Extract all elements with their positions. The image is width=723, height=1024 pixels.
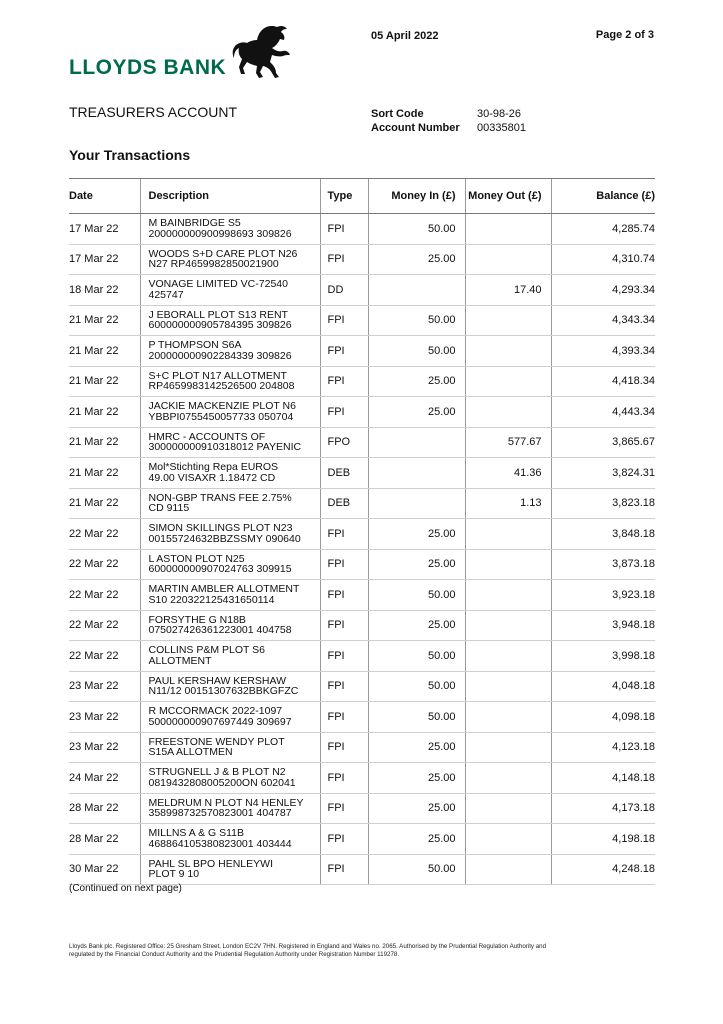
column-header-type: Type	[320, 179, 368, 214]
balance-cell: 4,098.18	[551, 702, 655, 733]
bank-name: LLOYDS BANK	[69, 56, 227, 79]
description-cell	[140, 244, 320, 275]
money-out-cell	[465, 763, 551, 794]
date-cell: 21 Mar 22	[69, 427, 140, 458]
description-line: FREESTONE WENDY PLOT	[148, 735, 285, 748]
money-out-cell	[465, 580, 551, 611]
money-out-cell	[465, 702, 551, 733]
balance-cell: 4,123.18	[551, 732, 655, 763]
description-cell	[140, 488, 320, 519]
description-cell	[140, 305, 320, 336]
description-cell	[140, 824, 320, 855]
description-line: RP4659983142526500 204808	[148, 380, 295, 393]
money-in-cell: 50.00	[368, 671, 465, 702]
description-line: ALLOTMENT	[148, 654, 212, 667]
description-line: PAUL KERSHAW KERSHAW	[148, 674, 286, 687]
description-line: 200000000902284339 309826	[148, 349, 292, 362]
description-line: 200000000900998693 309826	[148, 227, 292, 240]
table-row	[69, 336, 655, 367]
description-line: S+C PLOT N17 ALLOTMENT	[148, 369, 287, 382]
money-out-cell: 41.36	[465, 458, 551, 489]
money-out-cell	[465, 305, 551, 336]
date-cell: 28 Mar 22	[69, 793, 140, 824]
description-line: MELDRUM N PLOT N4 HENLEY	[148, 796, 304, 809]
description-line: MILLNS A & G S11B	[148, 827, 245, 840]
table-row	[69, 793, 655, 824]
table-row	[69, 824, 655, 855]
account-number-label: Account Number	[371, 122, 460, 134]
description-cell	[140, 519, 320, 550]
type-cell: FPI	[320, 580, 368, 611]
description-line: N27 RP4659982850021900	[148, 258, 279, 271]
description-cell	[140, 793, 320, 824]
date-cell: 21 Mar 22	[69, 397, 140, 428]
balance-cell: 4,285.74	[551, 214, 655, 245]
money-in-cell: 50.00	[368, 305, 465, 336]
account-number-row	[371, 121, 526, 135]
description-line: L ASTON PLOT N25	[148, 552, 245, 565]
description-line: 00155724632BBZSSMY 090640	[148, 532, 301, 545]
description-line: CD 9115	[148, 502, 190, 515]
money-in-cell	[368, 427, 465, 458]
date-cell: 28 Mar 22	[69, 824, 140, 855]
type-cell: FPI	[320, 549, 368, 580]
balance-cell: 4,418.34	[551, 366, 655, 397]
table-row	[69, 763, 655, 794]
money-in-cell: 50.00	[368, 214, 465, 245]
balance-cell: 4,393.34	[551, 336, 655, 367]
money-in-cell	[368, 458, 465, 489]
description-cell	[140, 214, 320, 245]
description-line: 468864105380823001 403444	[148, 837, 292, 850]
date-cell: 23 Mar 22	[69, 732, 140, 763]
type-cell: FPI	[320, 214, 368, 245]
money-in-cell: 25.00	[368, 397, 465, 428]
date-cell: 21 Mar 22	[69, 488, 140, 519]
description-line: 600000000905784395 309826	[148, 319, 292, 332]
money-out-cell: 577.67	[465, 427, 551, 458]
money-in-cell: 25.00	[368, 519, 465, 550]
description-cell	[140, 366, 320, 397]
balance-cell: 3,923.18	[551, 580, 655, 611]
description-cell	[140, 580, 320, 611]
type-cell: FPI	[320, 793, 368, 824]
money-in-cell: 25.00	[368, 763, 465, 794]
description-cell	[140, 854, 320, 885]
description-line: 500000000907697449 309697	[148, 715, 292, 728]
description-line: J EBORALL PLOT S13 RENT	[148, 308, 288, 321]
money-out-cell	[465, 397, 551, 428]
balance-cell: 3,848.18	[551, 519, 655, 550]
description-line: S15A ALLOTMEN	[148, 746, 233, 759]
description-line: N11/12 00151307632BBKGFZC	[148, 685, 299, 698]
balance-cell: 4,198.18	[551, 824, 655, 855]
type-cell: FPO	[320, 427, 368, 458]
description-cell	[140, 458, 320, 489]
table-row	[69, 519, 655, 550]
transactions-table	[69, 178, 655, 885]
description-line: 600000000907024763 309915	[148, 563, 292, 576]
money-out-cell: 1.13	[465, 488, 551, 519]
continued-note: (Continued on next page)	[69, 883, 182, 894]
money-in-cell: 50.00	[368, 854, 465, 885]
description-line: SIMON SKILLINGS PLOT N23	[148, 522, 293, 535]
balance-cell: 4,048.18	[551, 671, 655, 702]
description-line: PAHL SL BPO HENLEYWI	[148, 857, 273, 870]
description-cell	[140, 671, 320, 702]
description-line: NON-GBP TRANS FEE 2.75%	[148, 491, 292, 504]
date-cell: 30 Mar 22	[69, 854, 140, 885]
table-row	[69, 732, 655, 763]
description-cell	[140, 427, 320, 458]
balance-cell: 3,873.18	[551, 549, 655, 580]
money-out-cell	[465, 610, 551, 641]
type-cell: FPI	[320, 244, 368, 275]
money-out-cell	[465, 732, 551, 763]
description-line: MARTIN AMBLER ALLOTMENT	[148, 583, 300, 596]
balance-cell: 4,148.18	[551, 763, 655, 794]
balance-cell: 4,173.18	[551, 793, 655, 824]
type-cell: FPI	[320, 824, 368, 855]
date-cell: 24 Mar 22	[69, 763, 140, 794]
column-header-money-in: Money In (£)	[368, 179, 465, 214]
money-out-cell	[465, 549, 551, 580]
type-cell: FPI	[320, 854, 368, 885]
balance-cell: 3,824.31	[551, 458, 655, 489]
table-row	[69, 366, 655, 397]
column-header-money-out: Money Out (£)	[465, 179, 551, 214]
money-in-cell: 50.00	[368, 580, 465, 611]
date-cell: 21 Mar 22	[69, 305, 140, 336]
money-in-cell: 25.00	[368, 366, 465, 397]
description-line: 358998732570823001 404787	[148, 807, 292, 820]
money-out-cell	[465, 336, 551, 367]
date-cell: 22 Mar 22	[69, 549, 140, 580]
description-line: PLOT 9 10	[148, 868, 200, 881]
balance-cell: 3,823.18	[551, 488, 655, 519]
black-horse-icon	[232, 24, 294, 82]
date-cell: 23 Mar 22	[69, 671, 140, 702]
date-cell: 17 Mar 22	[69, 244, 140, 275]
table-row	[69, 305, 655, 336]
page-indicator: Page 2 of 3	[595, 29, 654, 41]
table-row	[69, 397, 655, 428]
money-in-cell: 50.00	[368, 641, 465, 672]
table-row	[69, 702, 655, 733]
money-out-cell	[465, 214, 551, 245]
type-cell: FPI	[320, 641, 368, 672]
money-out-cell	[465, 641, 551, 672]
description-cell	[140, 763, 320, 794]
money-in-cell: 25.00	[368, 732, 465, 763]
account-details	[371, 107, 526, 135]
description-line: COLLINS P&M PLOT S6	[148, 644, 266, 657]
type-cell: DEB	[320, 458, 368, 489]
description-cell	[140, 275, 320, 306]
balance-cell: 4,310.74	[551, 244, 655, 275]
balance-cell: 4,248.18	[551, 854, 655, 885]
column-header-balance: Balance (£)	[551, 179, 655, 214]
table-row	[69, 580, 655, 611]
description-line: 425747	[148, 288, 184, 301]
type-cell: FPI	[320, 519, 368, 550]
type-cell: FPI	[320, 336, 368, 367]
description-line: STRUGNELL J & B PLOT N2	[148, 766, 286, 779]
money-in-cell: 25.00	[368, 793, 465, 824]
description-line: M BAINBRIDGE S5	[148, 217, 241, 230]
money-in-cell: 50.00	[368, 336, 465, 367]
footer-legal-text: Lloyds Bank plc. Registered Office: 25 Gresham Street, London EC2V 7HN. Registered in England and Wales no. 2065. Authorised by the Prudential Regulation Authority and regulated by the Financial Conduct Authority and the Prudential Regulation Authority under Registration Number 119278.	[69, 943, 547, 958]
table-row	[69, 549, 655, 580]
date-cell: 21 Mar 22	[69, 336, 140, 367]
money-out-cell	[465, 366, 551, 397]
description-line: WOODS S+D CARE PLOT N26	[148, 247, 298, 260]
balance-cell: 4,293.34	[551, 275, 655, 306]
statement-date: 05 April 2022	[371, 30, 439, 42]
description-line: 300000000910318012 PAYENIC	[148, 441, 302, 454]
balance-cell: 3,998.18	[551, 641, 655, 672]
table-header-row	[69, 179, 655, 214]
money-in-cell	[368, 275, 465, 306]
money-out-cell	[465, 244, 551, 275]
type-cell: FPI	[320, 305, 368, 336]
account-number-value: 00335801	[477, 122, 526, 134]
money-out-cell	[465, 519, 551, 550]
type-cell: FPI	[320, 671, 368, 702]
account-name: TREASURERS ACCOUNT	[69, 104, 238, 120]
money-in-cell: 50.00	[368, 702, 465, 733]
money-in-cell	[368, 488, 465, 519]
description-line: FORSYTHE G N18B	[148, 613, 246, 626]
type-cell: FPI	[320, 763, 368, 794]
sort-code-row	[371, 107, 526, 121]
type-cell: FPI	[320, 397, 368, 428]
money-out-cell: 17.40	[465, 275, 551, 306]
table-row	[69, 275, 655, 306]
money-in-cell: 25.00	[368, 549, 465, 580]
type-cell: DD	[320, 275, 368, 306]
description-line: JACKIE MACKENZIE PLOT N6	[148, 400, 296, 413]
description-cell	[140, 549, 320, 580]
table-row	[69, 610, 655, 641]
description-cell	[140, 702, 320, 733]
balance-cell: 3,865.67	[551, 427, 655, 458]
balance-cell: 4,443.34	[551, 397, 655, 428]
money-in-cell: 25.00	[368, 244, 465, 275]
type-cell: FPI	[320, 732, 368, 763]
table-row	[69, 214, 655, 245]
date-cell: 22 Mar 22	[69, 519, 140, 550]
description-cell	[140, 336, 320, 367]
type-cell: FPI	[320, 610, 368, 641]
column-header-date: Date	[69, 179, 140, 214]
type-cell: FPI	[320, 366, 368, 397]
date-cell: 22 Mar 22	[69, 580, 140, 611]
table-row	[69, 641, 655, 672]
description-cell	[140, 732, 320, 763]
balance-cell: 3,948.18	[551, 610, 655, 641]
table-row	[69, 854, 655, 885]
description-line: HMRC - ACCOUNTS OF	[148, 430, 266, 443]
date-cell: 21 Mar 22	[69, 458, 140, 489]
description-line: Mol*Stichting Repa EUROS	[148, 461, 279, 474]
description-cell	[140, 610, 320, 641]
description-line: YBBPI0755450057733 050704	[148, 410, 294, 423]
money-out-cell	[465, 824, 551, 855]
table-row	[69, 244, 655, 275]
description-line: VONAGE LIMITED VC-72540	[148, 278, 288, 291]
date-cell: 22 Mar 22	[69, 641, 140, 672]
description-line: R MCCORMACK 2022-1097	[148, 705, 283, 718]
date-cell: 22 Mar 22	[69, 610, 140, 641]
type-cell: FPI	[320, 702, 368, 733]
table-row	[69, 427, 655, 458]
description-cell	[140, 397, 320, 428]
money-in-cell: 25.00	[368, 610, 465, 641]
description-line: 0819432808005200ON 602041	[148, 776, 296, 789]
date-cell: 21 Mar 22	[69, 366, 140, 397]
sort-code-value: 30-98-26	[477, 108, 522, 120]
table-row	[69, 671, 655, 702]
sort-code-label: Sort Code	[371, 108, 424, 120]
balance-cell: 4,343.34	[551, 305, 655, 336]
description-cell	[140, 641, 320, 672]
date-cell: 18 Mar 22	[69, 275, 140, 306]
description-line: 49.00 VISAXR 1.18472 CD	[148, 471, 276, 484]
column-header-description: Description	[140, 179, 320, 214]
date-cell: 17 Mar 22	[69, 214, 140, 245]
bank-logo	[69, 24, 294, 82]
section-title: Your Transactions	[69, 147, 191, 163]
table-row	[69, 458, 655, 489]
table-row	[69, 488, 655, 519]
money-in-cell: 25.00	[368, 824, 465, 855]
money-out-cell	[465, 793, 551, 824]
type-cell: DEB	[320, 488, 368, 519]
description-line: P THOMPSON S6A	[148, 339, 242, 352]
money-out-cell	[465, 854, 551, 885]
date-cell: 23 Mar 22	[69, 702, 140, 733]
money-out-cell	[465, 671, 551, 702]
description-line: S10 220322125431650114	[148, 593, 275, 606]
description-line: 075027426361223001 404758	[148, 624, 292, 637]
